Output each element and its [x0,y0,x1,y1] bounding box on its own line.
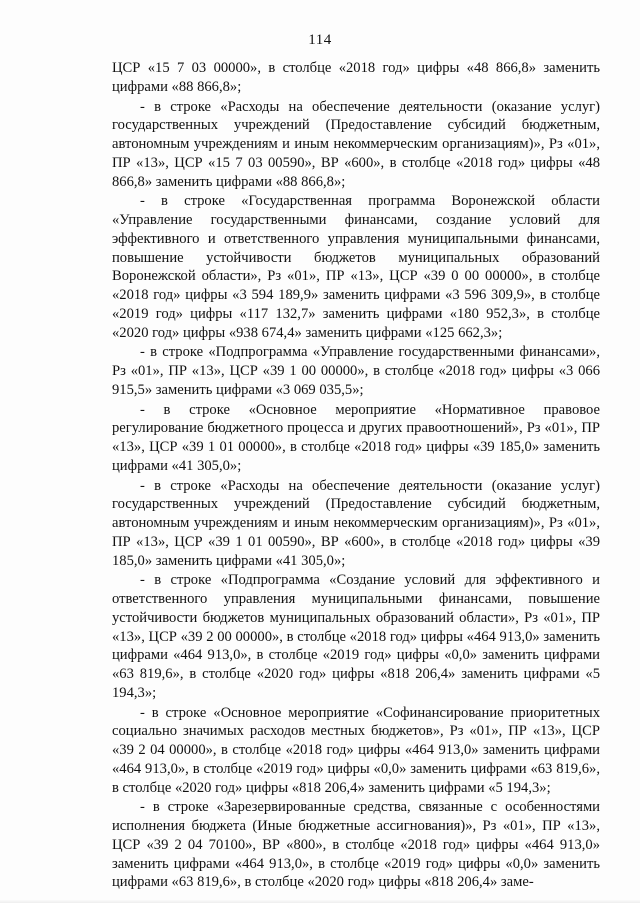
scan-edge [0,899,640,903]
paragraph-item: - в строке «Основное мероприятие «Софинансирование приоритетных социально значимых расходов местных бюджетов», Рз «01», ПР «13», ЦСР «39 2 04 00000», в столбце «2018 год» цифры «464 913,0» заменить цифрами «464 913,0», в столбце «2019 год» цифры «0,0» заменить цифрами «63 819,6», в столбце «2020 год» цифры «818 206,4» заменить цифрами «5 194,3»; [112,704,600,796]
paragraph-item: - в строке «Подпрограмма «Управление государственными финансами», Рз «01», ПР «13», ЦСР «39 1 00 00000», в столбце «2018 год» цифры «3 066 915,5» заменить цифрами «3 069 035,5»; [112,344,600,398]
paragraph-item: - в строке «Основное мероприятие «Нормативное правовое регулирование бюджетного процесса и других правоотношений», Рз «01», ПР «13», ЦСР «39 1 01 00000», в столбце «2018 год» цифры «39 185,0» заменить цифрами «41 305,0»; [112,401,600,474]
paragraph-item: - в строке «Расходы на обеспечение деятельности (оказание услуг) государственных учреждений (Предоставление субсидий бюджетным, автономным учреждениям и иным некоммерческим организациям)», Рз «01», ПР «13», ЦСР «15 7 03 00590», ВР «600», в столбце «2018 год» цифры «48 866,8» заменить цифрами «88 866,8»; [112,98,600,190]
paragraph-item: - в строке «Подпрограмма «Создание условий для эффективного и ответственного управления муниципальными финансами, повышение устойчивости бюджетов муниципальных образований области», Рз «01», ПР «13», ЦСР «39 2 00 00000», в столбце «2018 год» цифры «464 913,0» заменить цифрами «464 913,0», в столбце «2019 год» цифры «0,0» заменить цифрами «63 819,6», в столбце «2020 год» цифры «818 206,4» заменить цифрами «5 194,3»; [112,572,600,701]
paragraph-continuation: ЦСР «15 7 03 00000», в столбце «2018 год» цифры «48 866,8» заменить цифрами «88 866,8»; [112,60,600,95]
document-body [112,59,600,892]
paragraph-item: - в строке «Расходы на обеспечение деятельности (оказание услуг) государственных учреждений (Предоставление субсидий бюджетным, автономным учреждениям и иным некоммерческим организациям)», Рз «01», ПР «13», ЦСР «39 1 01 00590», ВР «600», в столбце «2018 год» цифры «39 185,0» заменить цифрами «41 305,0»; [112,477,600,569]
page-number: 114 [308,32,332,48]
paragraph-item: - в строке «Государственная программа Воронежской области «Управление государственными финансами, создание условий для эффективного и ответственного управления муниципальными финансами, повышение устойчивости бюджетов муниципальных образований Воронежской области», Рз «01», ПР «13», ЦСР «39 0 00 00000», в столбце «2018 год» цифры «3 594 189,9» заменить цифрами «3 596 309,9», в столбце «2019 год» цифры «117 132,7» заменить цифрами «180 952,3», в столбце «2020 год» цифры «938 674,4» заменить цифрами «125 662,3»; [112,193,600,341]
paragraph-item: - в строке «Зарезервированные средства, связанные с особенностями исполнения бюджета (Иные бюджетные ассигнования)», Рз «01», ПР «13», ЦСР «39 2 04 70100», ВР «800», в столбце «2018 год» цифры «464 913,0» заменить цифрами «464 913,0», в столбце «2019 год» цифры «0,0» заменить цифрами «63 819,6», в столбце «2020 год» цифры «818 206,4» заме- [112,799,600,891]
